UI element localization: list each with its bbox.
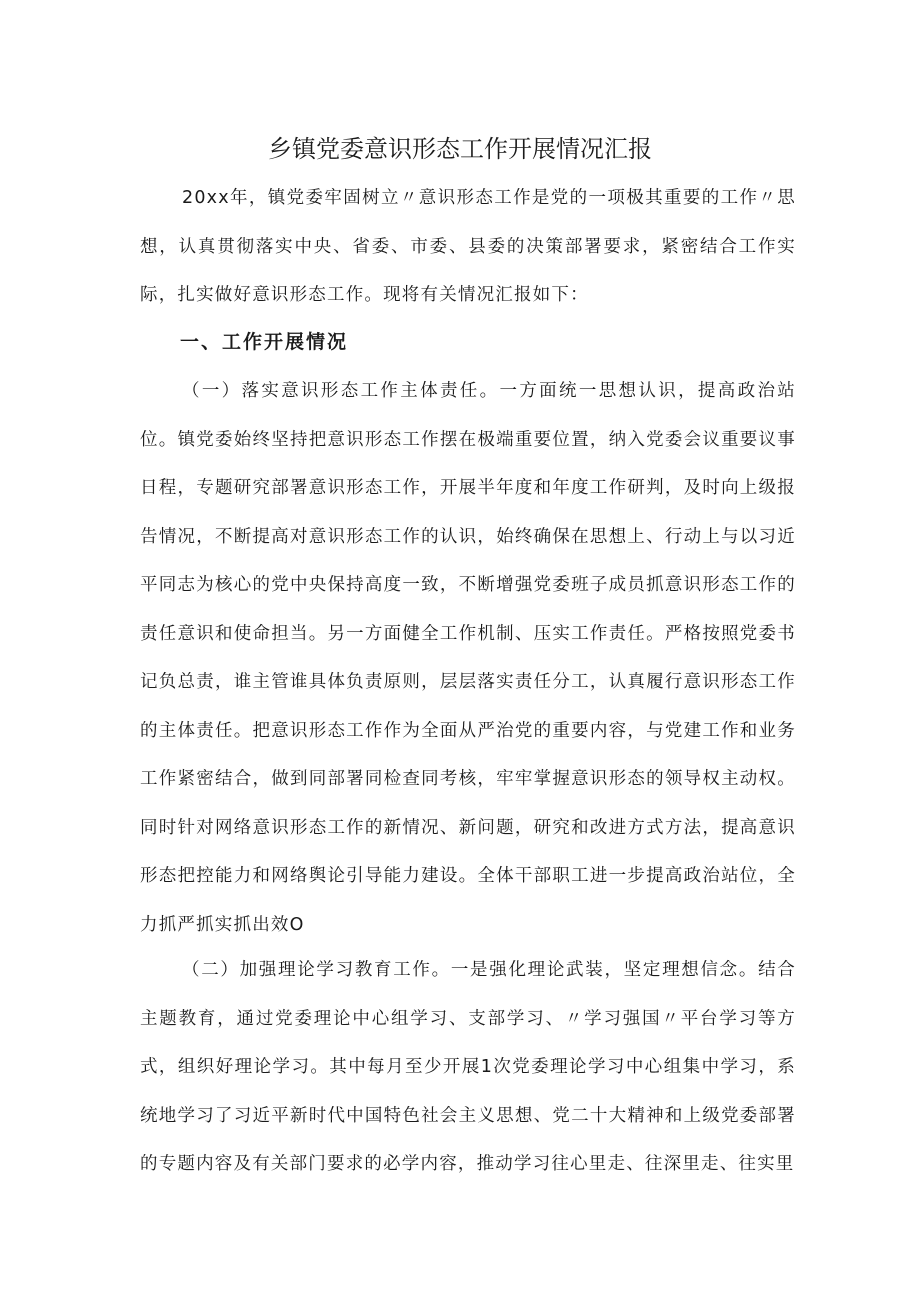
paragraph-responsibility: （一）落实意识形态工作主体责任。一方面统一思想认识，提高政治站位。镇党委始终坚持把意识形态工作摆在极端重要位置，纳入党委会议重要议事日程，专题研究部署意识形态工作，开展半年度和年度工作研判，及时向上级报告情况，不断提高对意识形态工作的认识，始终确保在思想上、行动上与以习近平同志为核心的党中央保持高度一致，不断增强党委班子成员抓意识形态工作的责任意识和使命担当。另一方面健全工作机制、压实工作责任。严格按照党委书记负总责，谁主管谁具体负责原则，层层落实责任分工，认真履行意识形态工作的主体责任。把意识形态工作作为全面从严治党的重要内容，与党建工作和业务工作紧密结合，做到同部署同检查同考核，牢牢掌握意识形态的领导权主动权。同时针对网络意识形态工作的新情况、新问题，研究和改进方式方法，提高意识形态把控能力和网络舆论引导能力建设。全体干部职工进一步提高政治站位，全力抓严抓实抓出效O (140, 381, 796, 935)
paragraph-theory-study: （二）加强理论学习教育工作。一是强化理论武装，坚定理想信念。结合主题教育，通过党委理论中心组学习、支部学习、〃学习强国〃平台学习等方式，组织好理论学习。其中每月至少开展1次党委理论学习中心组集中学习，系统地学习了习近平新时代中国特色社会主义思想、党二十大精神和上级党委部署的专题内容及有关部门要求的必学内容，推动学习往心里走、往深里走、往实里 (140, 960, 796, 1174)
section-heading: 一、工作开展情况 (180, 331, 349, 353)
document-title: 乡镇党委意识形态工作开展情况汇报 (268, 135, 652, 163)
intro-paragraph: 20xx年，镇党委牢固树立〃意识形态工作是党的一项极其重要的工作〃思想，认真贯彻落实中央、省委、市委、县委的决策部署要求，紧密结合工作实际，扎实做好意识形态工作。现将有关情况汇报如下： (140, 188, 796, 305)
